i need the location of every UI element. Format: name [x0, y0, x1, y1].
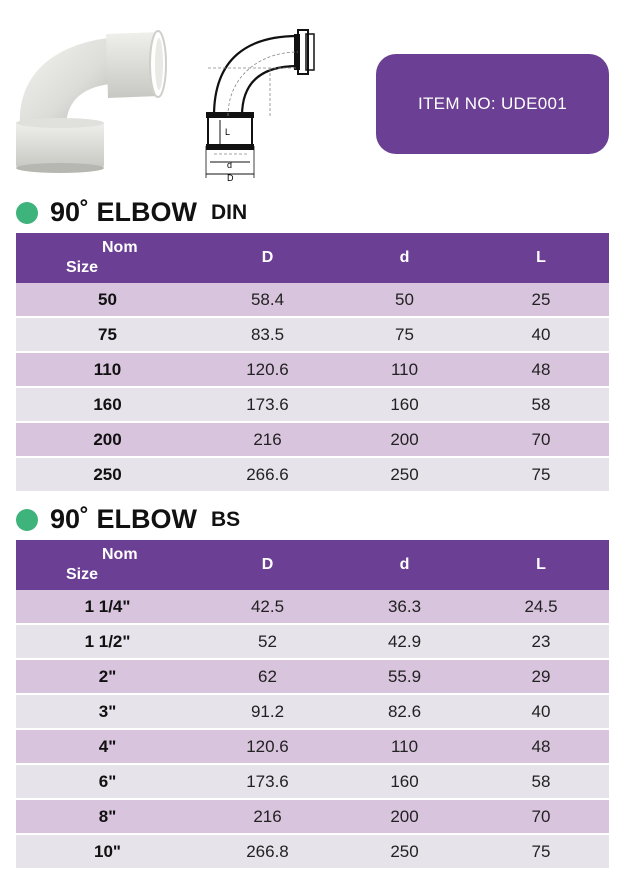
cell-d: 42.9	[336, 624, 473, 659]
cell-D: 216	[199, 422, 336, 457]
cell-D: 58.4	[199, 283, 336, 317]
section-standard-label: DIN	[211, 200, 248, 224]
cell-size: 10"	[16, 834, 199, 869]
header-d: d	[336, 540, 473, 590]
table-row	[16, 659, 609, 694]
bullet-dot-icon	[16, 509, 38, 531]
cell-D: 42.5	[199, 590, 336, 624]
cell-L: 23	[473, 624, 609, 659]
elbow-technical-drawing	[198, 28, 330, 184]
table-row	[16, 764, 609, 799]
cell-D: 91.2	[199, 694, 336, 729]
header-nom-size	[16, 233, 199, 283]
cell-size: 1 1/4"	[16, 590, 199, 624]
cell-L: 40	[473, 317, 609, 352]
cell-d: 82.6	[336, 694, 473, 729]
table-row	[16, 590, 609, 624]
table-row	[16, 834, 609, 869]
header-d: d	[336, 233, 473, 283]
cell-L: 70	[473, 799, 609, 834]
cell-d: 200	[336, 422, 473, 457]
cell-L: 29	[473, 659, 609, 694]
cell-size: 110	[16, 352, 199, 387]
cell-d: 250	[336, 834, 473, 869]
cell-size: 50	[16, 283, 199, 317]
table-row	[16, 283, 609, 317]
cell-D: 266.8	[199, 834, 336, 869]
cell-D: 83.5	[199, 317, 336, 352]
cell-d: 250	[336, 457, 473, 492]
section-title-bs	[16, 504, 240, 535]
header-nom: Nom	[102, 239, 138, 256]
header-L: L	[473, 233, 609, 283]
cell-size: 4"	[16, 729, 199, 764]
header-L: L	[473, 540, 609, 590]
cell-L: 48	[473, 352, 609, 387]
section-standard-label: BS	[211, 507, 241, 531]
cell-size: 250	[16, 457, 199, 492]
table-header-row	[16, 233, 609, 283]
cell-L: 48	[473, 729, 609, 764]
table-row	[16, 457, 609, 492]
cell-L: 25	[473, 283, 609, 317]
cell-d: 36.3	[336, 590, 473, 624]
cell-size: 160	[16, 387, 199, 422]
header-nom-size	[16, 540, 199, 590]
cell-L: 58	[473, 387, 609, 422]
cell-L: 75	[473, 834, 609, 869]
cell-D: 62	[199, 659, 336, 694]
cell-d: 110	[336, 729, 473, 764]
cell-d: 110	[336, 352, 473, 387]
cell-D: 120.6	[199, 729, 336, 764]
header-size: Size	[66, 259, 99, 276]
table-row	[16, 352, 609, 387]
cell-size: 2"	[16, 659, 199, 694]
cell-d: 200	[336, 799, 473, 834]
cell-D: 173.6	[199, 387, 336, 422]
elbow-product-photo	[8, 24, 168, 174]
bullet-dot-icon	[16, 202, 38, 224]
drawing-label-D: D	[227, 173, 234, 183]
cell-size: 3"	[16, 694, 199, 729]
table-row	[16, 624, 609, 659]
header-size: Size	[66, 566, 99, 583]
cell-L: 75	[473, 457, 609, 492]
cell-size: 1 1/2"	[16, 624, 199, 659]
item-number-label: ITEM NO: UDE001	[417, 94, 568, 113]
table-row	[16, 387, 609, 422]
header-D: D	[199, 540, 336, 590]
cell-size: 200	[16, 422, 199, 457]
cell-size: 8"	[16, 799, 199, 834]
din-spec-table	[16, 233, 609, 493]
header-D: D	[199, 233, 336, 283]
section-title-din	[16, 197, 247, 228]
cell-d: 50	[336, 283, 473, 317]
cell-D: 266.6	[199, 457, 336, 492]
cell-D: 173.6	[199, 764, 336, 799]
table-row	[16, 694, 609, 729]
cell-d: 75	[336, 317, 473, 352]
cell-d: 160	[336, 764, 473, 799]
table-row	[16, 422, 609, 457]
cell-d: 55.9	[336, 659, 473, 694]
cell-size: 6"	[16, 764, 199, 799]
cell-size: 75	[16, 317, 199, 352]
cell-L: 70	[473, 422, 609, 457]
drawing-label-d: d	[227, 160, 233, 170]
cell-D: 216	[199, 799, 336, 834]
table-header-row	[16, 540, 609, 590]
cell-L: 58	[473, 764, 609, 799]
table-row	[16, 799, 609, 834]
cell-d: 160	[336, 387, 473, 422]
section-title-main: 90˚ ELBOW	[50, 504, 198, 534]
table-row	[16, 729, 609, 764]
cell-D: 120.6	[199, 352, 336, 387]
bs-spec-table	[16, 540, 609, 870]
item-number-badge	[376, 54, 609, 154]
header-nom: Nom	[102, 546, 138, 563]
cell-D: 52	[199, 624, 336, 659]
drawing-label-L: L	[225, 127, 231, 137]
table-row	[16, 317, 609, 352]
section-title-main: 90˚ ELBOW	[50, 197, 198, 227]
cell-L: 24.5	[473, 590, 609, 624]
cell-L: 40	[473, 694, 609, 729]
